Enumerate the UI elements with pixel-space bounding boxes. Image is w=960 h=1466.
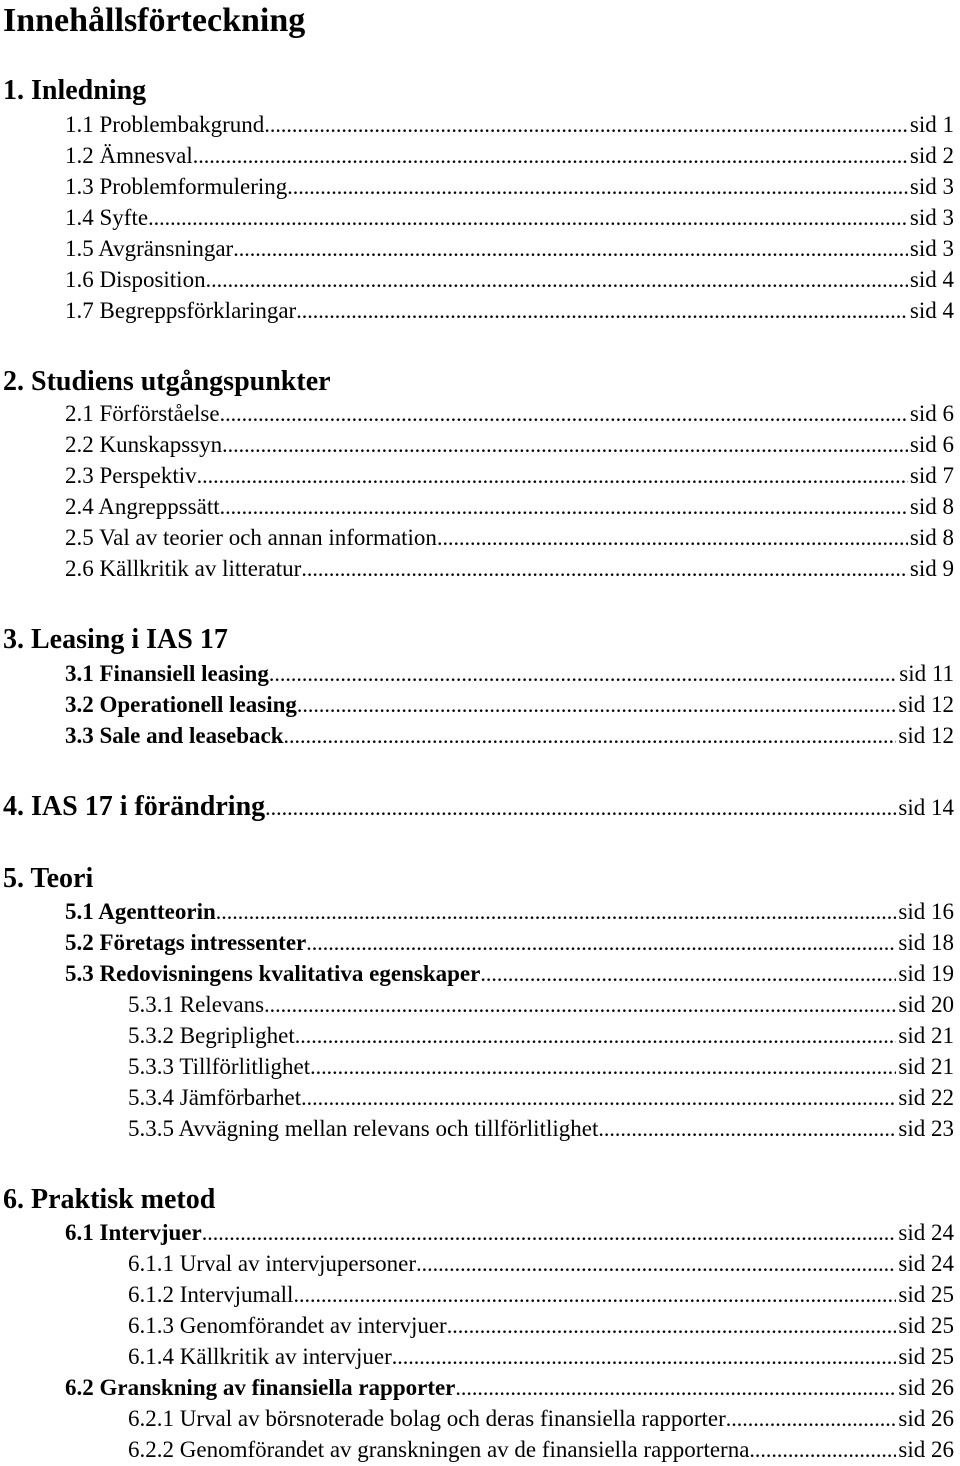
section-heading-6: 6. Praktisk metod bbox=[3, 1184, 216, 1215]
toc-entry-2-1[interactable]: 2.1 Förförståelse ..... sid 6 bbox=[65, 399, 954, 429]
toc-entry-5-2[interactable]: 5.2 Företags intressenter ..... sid 18 bbox=[65, 928, 954, 958]
dot-leader bbox=[233, 234, 908, 264]
dot-leader bbox=[287, 172, 908, 202]
toc-entry-5-1[interactable]: 5.1 Agentteorin ..... sid 16 bbox=[65, 897, 954, 927]
dot-leader bbox=[392, 1342, 897, 1372]
dot-leader bbox=[726, 1404, 897, 1434]
toc-entry-2-4[interactable]: 2.4 Angreppssätt ..... sid 8 bbox=[65, 492, 954, 522]
dot-leader bbox=[220, 492, 908, 522]
toc-entry-4[interactable]: 4. IAS 17 i förändring ..... sid 14 bbox=[3, 789, 954, 825]
dot-leader bbox=[301, 1083, 896, 1113]
dot-leader bbox=[220, 399, 908, 429]
toc-entry-1-6[interactable]: 1.6 Disposition ..... sid 4 bbox=[65, 265, 954, 295]
dot-leader bbox=[269, 659, 897, 689]
toc-entry-1-4[interactable]: 1.4 Syfte ..... sid 3 bbox=[65, 203, 954, 233]
toc-entry-5-3[interactable]: 5.3 Redovisningens kvalitativa egenskaper ..... sid 19 bbox=[65, 959, 954, 989]
dot-leader bbox=[295, 1021, 897, 1051]
dot-leader bbox=[455, 1373, 896, 1403]
toc-entry-6-1-4[interactable]: 6.1.4 Källkritik av intervjuer ..... sid 25 bbox=[128, 1342, 954, 1372]
toc-entry-6-2-2[interactable]: 6.2.2 Genomförandet av granskningen av de finansiella rapporterna ..... sid 26 bbox=[128, 1435, 954, 1465]
toc-entry-5-3-2[interactable]: 5.3.2 Begriplighet ..... sid 21 bbox=[128, 1021, 954, 1051]
dot-leader bbox=[293, 1280, 896, 1310]
section-heading-2: 2. Studiens utgångspunkter bbox=[3, 366, 331, 397]
toc-entry-6-1[interactable]: 6.1 Intervjuer ..... sid 24 bbox=[65, 1218, 954, 1248]
dot-leader bbox=[193, 141, 908, 171]
toc-entry-2-3[interactable]: 2.3 Perspektiv ..... sid 7 bbox=[65, 461, 954, 491]
section-heading-1: 1. Inledning bbox=[3, 75, 147, 106]
toc-entry-3-3[interactable]: 3.3 Sale and leaseback ..... sid 12 bbox=[65, 721, 954, 751]
toc-entry-6-2-1[interactable]: 6.2.1 Urval av börsnoterade bolag och deras finansiella rapporter ..... sid 26 bbox=[128, 1404, 954, 1434]
dot-leader bbox=[310, 1052, 896, 1082]
dot-leader bbox=[206, 265, 908, 295]
section-heading-5: 5. Teori bbox=[3, 863, 94, 894]
dot-leader bbox=[749, 1435, 896, 1465]
toc-entry-1-5[interactable]: 1.5 Avgränsningar ..... sid 3 bbox=[65, 234, 954, 264]
toc-entry-1-1[interactable]: 1.1 Problembakgrund ..... sid 1 bbox=[65, 110, 954, 140]
toc-entry-5-3-5[interactable]: 5.3.5 Avvägning mellan relevans och tillförlitlighet ..... sid 23 bbox=[128, 1114, 954, 1144]
toc-entry-5-3-1[interactable]: 5.3.1 Relevans ..... sid 20 bbox=[128, 990, 954, 1020]
dot-leader bbox=[598, 1114, 896, 1144]
section-heading-4: 4. IAS 17 i förändring bbox=[3, 791, 266, 822]
dot-leader bbox=[437, 523, 908, 553]
toc-entry-3-1[interactable]: 3.1 Finansiell leasing ..... sid 11 bbox=[65, 659, 954, 689]
dot-leader bbox=[301, 554, 908, 584]
dot-leader bbox=[480, 959, 896, 989]
toc-entry-1-7[interactable]: 1.7 Begreppsförklaringar ..... sid 4 bbox=[65, 296, 954, 326]
dot-leader bbox=[297, 690, 896, 720]
dot-leader bbox=[197, 461, 908, 491]
toc-entry-1-3[interactable]: 1.3 Problemformulering ..... sid 3 bbox=[65, 172, 954, 202]
toc-entry-1-2[interactable]: 1.2 Ämnesval ..... sid 2 bbox=[65, 141, 954, 171]
toc-entry-2-6[interactable]: 2.6 Källkritik av litteratur ..... sid 9 bbox=[65, 554, 954, 584]
toc-entry-5-3-3[interactable]: 5.3.3 Tillförlitlighet ..... sid 21 bbox=[128, 1052, 954, 1082]
page-title: Innehållsförteckning bbox=[3, 2, 306, 39]
dot-leader bbox=[264, 990, 896, 1020]
dot-leader bbox=[216, 897, 897, 927]
dot-leader bbox=[296, 296, 908, 326]
toc-entry-6-1-2[interactable]: 6.1.2 Intervjumall ..... sid 25 bbox=[128, 1280, 954, 1310]
dot-leader bbox=[306, 928, 896, 958]
dot-leader bbox=[284, 721, 897, 751]
section-heading-3: 3. Leasing i IAS 17 bbox=[3, 624, 228, 655]
toc-entry-6-1-1[interactable]: 6.1.1 Urval av intervjupersoner ..... sid 24 bbox=[128, 1249, 954, 1279]
dot-leader bbox=[447, 1311, 897, 1341]
dot-leader bbox=[222, 430, 908, 460]
toc-entry-2-5[interactable]: 2.5 Val av teorier och annan information ..... sid 8 bbox=[65, 523, 954, 553]
dot-leader bbox=[264, 110, 908, 140]
toc-entry-6-2[interactable]: 6.2 Granskning av finansiella rapporter ..... sid 26 bbox=[65, 1373, 954, 1403]
dot-leader bbox=[202, 1218, 897, 1248]
toc-entry-2-2[interactable]: 2.2 Kunskapssyn ..... sid 6 bbox=[65, 430, 954, 460]
toc-entry-6-1-3[interactable]: 6.1.3 Genomförandet av intervjuer ..... sid 25 bbox=[128, 1311, 954, 1341]
toc-entry-5-3-4[interactable]: 5.3.4 Jämförbarhet ..... sid 22 bbox=[128, 1083, 954, 1113]
dot-leader bbox=[416, 1249, 896, 1279]
dot-leader bbox=[265, 790, 896, 825]
dot-leader bbox=[148, 203, 908, 233]
toc-entry-3-2[interactable]: 3.2 Operationell leasing ..... sid 12 bbox=[65, 690, 954, 720]
